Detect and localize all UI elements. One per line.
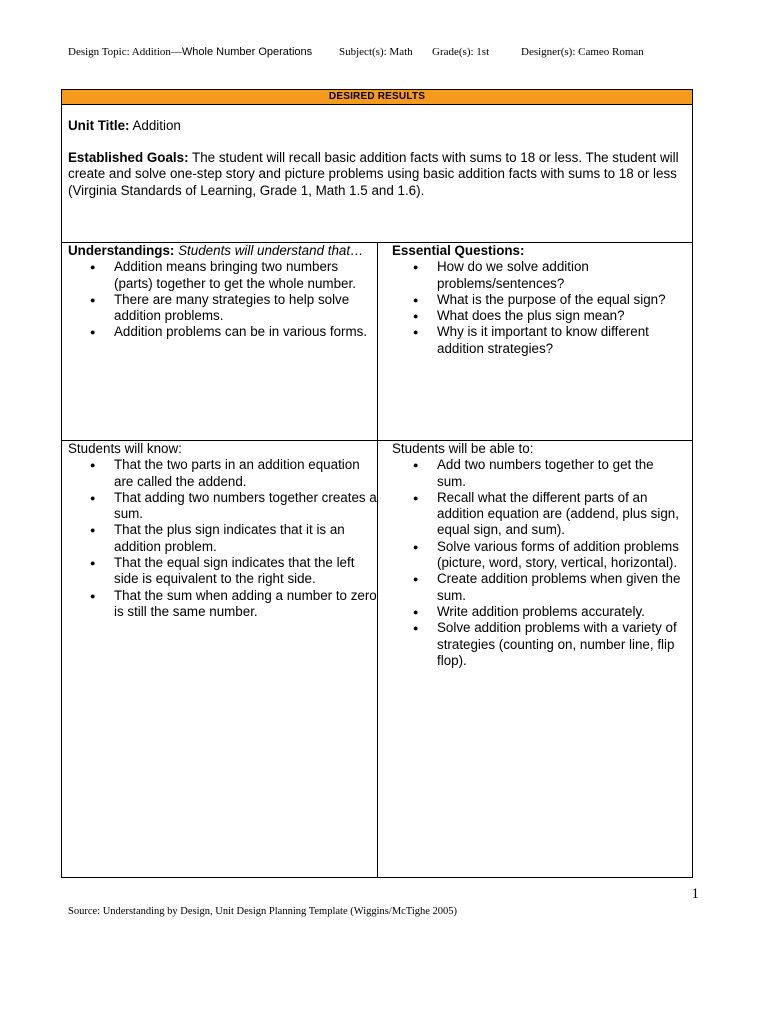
students-able-to-label: Students will be able to: <box>392 441 534 456</box>
list-item: ● That the plus sign indicates that it is an addition problem. <box>114 522 377 555</box>
unit-title-label: Unit Title: <box>68 118 130 133</box>
students-will-know-cell <box>62 441 378 877</box>
list-item: ● Solve various forms of addition problems (picture, word, story, vertical, horizontal). <box>437 539 686 572</box>
source-footer: Source: Understanding by Design, Unit Design Planning Template (Wiggins/McTighe 2005) <box>68 906 458 917</box>
list-item: ● Write addition problems accurately. <box>437 604 686 620</box>
subjects: Subject(s): Math <box>339 46 413 58</box>
desired-results-band: DESIRED RESULTS <box>62 90 692 105</box>
grades: Grade(s): 1st <box>432 46 490 58</box>
list-item: ● That the sum when adding a number to zero is still the same number. <box>114 588 377 621</box>
unit-title-value: Addition <box>132 118 181 133</box>
students-able-to-list <box>385 457 686 669</box>
list-item: ● There are many strategies to help solve addition problems. <box>114 292 377 325</box>
design-topic <box>68 46 312 58</box>
goals-text: The student will recall basic addition facts with sums to 18 or less. The student will create and solve one-step story and picture problems using basic addition facts with sums to 18 or less (Virginia Standards of Learning, Grade 1, Math 1.5 and 1.6). <box>68 150 679 198</box>
list-item: ● That the equal sign indicates that the left side is equivalent to the right side. <box>114 555 377 588</box>
list-item: ● What is the purpose of the equal sign? <box>437 292 686 308</box>
unit-goals-section <box>62 104 692 243</box>
list-item: ● Addition problems can be in various forms. <box>114 324 377 340</box>
understandings-heading <box>62 243 377 259</box>
students-will-know-label: Students will know: <box>68 441 182 456</box>
design-topic-label: Design Topic: Addition— <box>68 46 182 58</box>
design-topic-value: Whole Number Operations <box>181 46 313 58</box>
essential-questions-list <box>385 259 686 357</box>
know-able-row <box>62 441 692 877</box>
goals-label: Established Goals: <box>68 150 189 165</box>
list-item: ● Solve addition problems with a variety of strategies (counting on, number line, flip flop). <box>437 620 686 669</box>
list-item: ● Add two numbers together to get the sum. <box>437 457 686 490</box>
list-item: ● Recall what the different parts of an addition equation are (addend, plus sign, equal sign, and sum). <box>437 490 686 539</box>
desired-results-table <box>61 89 693 878</box>
understandings-label: Understandings: <box>68 243 175 258</box>
unit-title <box>68 118 181 134</box>
essential-questions-cell <box>378 243 692 440</box>
page-number: 1 <box>691 886 699 902</box>
list-item: ● That the two parts in an addition equation are called the addend. <box>114 457 377 490</box>
list-item: ● Why is it important to know different addition strategies? <box>437 324 686 357</box>
students-will-know-list <box>62 457 377 620</box>
understandings-cell <box>62 243 378 440</box>
understandings-questions-row <box>62 243 692 441</box>
established-goals <box>68 150 684 199</box>
essential-questions-label: Essential Questions: <box>392 243 525 258</box>
students-able-to-cell <box>378 441 692 877</box>
designers: Designer(s): Cameo Roman <box>521 46 644 58</box>
list-item: ● That adding two numbers together creates a sum. <box>114 490 377 523</box>
list-item: ● What does the plus sign mean? <box>437 308 686 324</box>
understandings-intro: Students will understand that… <box>178 243 364 258</box>
list-item: ● Addition means bringing two numbers (parts) together to get the whole number. <box>114 259 377 292</box>
understandings-list <box>62 259 377 340</box>
list-item: ● Create addition problems when given the sum. <box>437 571 686 604</box>
list-item: ● How do we solve addition problems/sentences? <box>437 259 686 292</box>
